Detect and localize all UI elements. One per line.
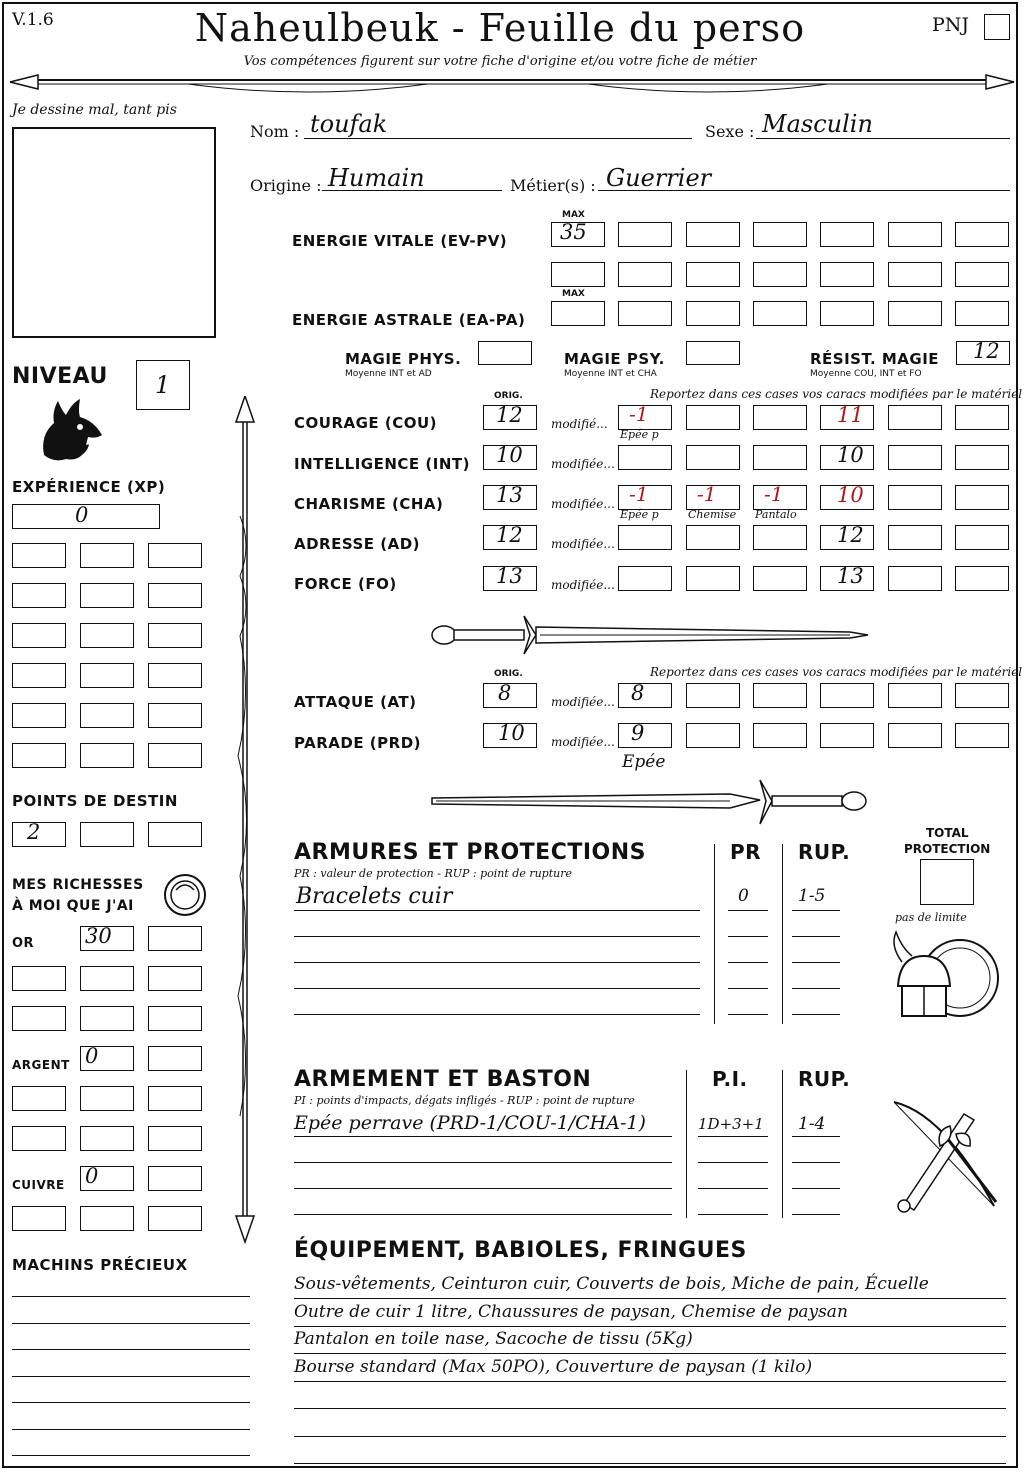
spear-divider-icon: [8, 66, 1016, 96]
portrait-box[interactable]: [12, 127, 216, 338]
sexe-value[interactable]: Masculin: [762, 110, 873, 138]
machins-line: [12, 1455, 250, 1456]
ev-box[interactable]: [686, 262, 740, 287]
wealth-box[interactable]: [12, 966, 66, 991]
xp-box[interactable]: 0: [12, 504, 160, 529]
stat-final-value: 10: [837, 443, 864, 467]
machins-line: [12, 1349, 250, 1350]
wealth-box[interactable]: [80, 966, 134, 991]
xp-label: EXPÉRIENCE (XP): [12, 478, 166, 496]
nom-line: [304, 138, 692, 139]
combat-orig-value: 10: [498, 721, 525, 745]
stat-orig-value: 13: [496, 564, 523, 588]
ev-box[interactable]: [820, 222, 874, 247]
xp-box[interactable]: [148, 543, 202, 568]
armor-pr-line: [728, 962, 768, 963]
weapons-divider-1: [686, 1070, 687, 1218]
version-label: V.1.6: [12, 10, 54, 30]
weapon-item-pi[interactable]: 1D+3+1: [698, 1115, 764, 1133]
stat-orig-value: 10: [496, 443, 523, 467]
weapons-divider-2: [782, 1070, 783, 1218]
magie-phys-sub: Moyenne INT et AD: [345, 369, 432, 379]
ev-box[interactable]: [753, 262, 807, 287]
wealth-box[interactable]: [148, 1126, 202, 1151]
portrait-caption: Je dessine mal, tant pis: [12, 102, 177, 118]
magie-phys-box[interactable]: [478, 341, 532, 365]
combat-mod-box[interactable]: [955, 683, 1009, 708]
spear-icon: [230, 396, 260, 1244]
stat-mod-box[interactable]: [955, 566, 1009, 591]
destin-label: POINTS DE DESTIN: [12, 792, 178, 810]
stats-report-note: Reportez dans ces cases vos caracs modifiées par le matériel: [650, 387, 1023, 401]
stat-modifie-label: modifiée...: [551, 537, 615, 551]
weapon-rup-line: [792, 1188, 840, 1189]
ev-box[interactable]: [955, 222, 1009, 247]
equipment-item[interactable]: Bourse standard (Max 50PO), Couverture de paysan (1 kilo): [294, 1356, 813, 1377]
stat-mod-box[interactable]: [686, 445, 740, 470]
stat-mod-note: Epée p: [620, 508, 659, 521]
stat-mod-box[interactable]: [820, 525, 874, 550]
pnj-checkbox[interactable]: [984, 14, 1010, 40]
xp-box[interactable]: [148, 663, 202, 688]
ea-label: ENERGIE ASTRALE (EA-PA): [292, 311, 526, 329]
equipment-item[interactable]: Sous-vêtements, Ceinturon cuir, Couverts de bois, Miche de pain, Écuelle: [294, 1274, 929, 1294]
total-protection-box[interactable]: [920, 859, 974, 905]
coin-icon: [162, 872, 208, 918]
metier-label: Métier(s) :: [510, 176, 596, 195]
xp-box[interactable]: [80, 543, 134, 568]
wealth-box[interactable]: [148, 1006, 202, 1031]
weapon-name-line: [294, 1214, 672, 1215]
machins-label: MACHINS PRÉCIEUX: [12, 1256, 188, 1274]
armor-item-pr[interactable]: 0: [738, 886, 749, 906]
combat-label: PARADE (PRD): [294, 734, 422, 752]
stat-mod-box[interactable]: [618, 445, 672, 470]
stat-orig-box[interactable]: [483, 485, 537, 510]
stat-orig-value: 12: [496, 523, 523, 547]
stat-mod-box[interactable]: [618, 482, 672, 510]
xp-box[interactable]: [12, 623, 66, 648]
ev-label: ENERGIE VITALE (EV-PV): [292, 232, 508, 250]
machins-line: [12, 1323, 250, 1324]
equipment-line: [294, 1298, 1006, 1299]
combat-report-note: Reportez dans ces cases vos caracs modifiées par le matériel: [650, 665, 1023, 679]
nom-label: Nom :: [250, 122, 300, 141]
armor-rup-line: [792, 910, 840, 911]
weapon-rup-line: [792, 1136, 840, 1137]
xp-box[interactable]: [148, 743, 202, 768]
argent-label: ARGENT: [12, 1058, 70, 1072]
wealth-box[interactable]: [148, 1086, 202, 1111]
ea-box[interactable]: [955, 301, 1009, 326]
pnj-label: PNJ: [932, 14, 970, 36]
armor-rup-line: [792, 936, 840, 937]
armor-name-line: [294, 1014, 700, 1015]
or-value: 30: [85, 924, 112, 948]
wealth-box[interactable]: [80, 1126, 134, 1151]
combat-mod-value: 8: [631, 681, 645, 705]
weapon-name-line: [294, 1162, 672, 1163]
wealth-box[interactable]: [148, 1166, 202, 1191]
stat-mod-box[interactable]: [955, 525, 1009, 550]
armor-name-line: [294, 936, 700, 937]
ev-box[interactable]: [753, 222, 807, 247]
stat-mod-box[interactable]: [753, 566, 807, 591]
weapons-title: ARMEMENT ET BASTON: [294, 1067, 592, 1092]
stat-orig-box[interactable]: [483, 405, 537, 430]
stat-final-value: 11: [837, 403, 864, 427]
wealth-box[interactable]: [80, 1166, 134, 1191]
armor-pr-line: [728, 936, 768, 937]
stat-modifie-label: modifiée...: [551, 497, 615, 511]
stat-mod-box[interactable]: [686, 566, 740, 591]
cuivre-label: CUIVRE: [12, 1178, 65, 1192]
wealth-box[interactable]: [148, 1206, 202, 1231]
equipment-line: [294, 1408, 1006, 1409]
combat-mod-box[interactable]: [955, 723, 1009, 748]
machins-line: [12, 1402, 250, 1403]
wealth-box[interactable]: [148, 926, 202, 951]
stat-mod-box[interactable]: [618, 402, 672, 430]
xp-box[interactable]: [80, 743, 134, 768]
equipment-line: [294, 1353, 1006, 1354]
stat-mod-box[interactable]: [888, 405, 942, 430]
armor-title: ARMURES ET PROTECTIONS: [294, 840, 646, 865]
armor-sub: PR : valeur de protection - RUP : point de rupture: [294, 867, 572, 880]
weapon-item-rup[interactable]: 1-4: [798, 1114, 826, 1134]
prd-mod-note: Epée: [622, 752, 666, 772]
ea-box[interactable]: [551, 301, 605, 326]
armor-name-line: [294, 988, 700, 989]
wealth-box[interactable]: [80, 1086, 134, 1111]
stat-label: COURAGE (COU): [294, 414, 438, 432]
stat-mod-box[interactable]: [618, 566, 672, 591]
combat-orig-value: 8: [498, 681, 512, 705]
weapons-sub: PI : points d'impacts, dégats infligés - RUP : point de rupture: [294, 1094, 635, 1107]
stat-orig-value: 13: [496, 483, 523, 507]
machins-line: [12, 1376, 250, 1377]
equipment-line: [294, 1436, 1006, 1437]
ev-box[interactable]: [686, 222, 740, 247]
niveau-label: NIVEAU: [12, 364, 108, 389]
xp-box[interactable]: [80, 663, 134, 688]
combat-modifie-label: modifiée...: [551, 735, 615, 749]
stat-mod-box[interactable]: [888, 485, 942, 510]
equipment-item[interactable]: Pantalon en toile nase, Sacoche de tissu (5Kg): [294, 1329, 693, 1349]
stat-mod-box[interactable]: [753, 525, 807, 550]
combat-mod-box[interactable]: [753, 683, 807, 708]
machins-line: [12, 1296, 250, 1297]
magie-psy-label: MAGIE PSY.: [564, 350, 665, 368]
stat-mod-box[interactable]: [820, 405, 874, 430]
wealth-box[interactable]: [80, 1206, 134, 1231]
weapon-rup-line: [792, 1214, 840, 1215]
stat-orig-value: 12: [496, 403, 523, 427]
combat-orig-box[interactable]: [483, 683, 537, 708]
ev-box[interactable]: [955, 262, 1009, 287]
sexe-line: [756, 138, 1010, 139]
xp-box[interactable]: [12, 743, 66, 768]
page-subtitle: Vos compétences figurent sur votre fiche d'origine et/ou votre fiche de métier: [243, 54, 757, 69]
equipment-line: [294, 1381, 1006, 1382]
richesses-label-2: À MOI QUE J'AI: [12, 898, 134, 914]
stat-modifie-label: modifiée...: [551, 578, 615, 592]
nom-value[interactable]: toufak: [310, 110, 388, 138]
wealth-box[interactable]: [80, 1006, 134, 1031]
weapon-pi-line: [698, 1136, 768, 1137]
stat-orig-box[interactable]: [483, 525, 537, 550]
armor-rup-label: RUP.: [798, 840, 851, 864]
combat-orig-box[interactable]: [483, 723, 537, 748]
ev-box[interactable]: [618, 262, 672, 287]
stat-orig-box[interactable]: [483, 445, 537, 470]
stat-mod-box[interactable]: [955, 485, 1009, 510]
weapon-pi-line: [698, 1188, 768, 1189]
origine-value[interactable]: Humain: [328, 164, 425, 192]
destin-box[interactable]: [12, 822, 66, 847]
weapons-pi-label: P.I.: [712, 1067, 748, 1091]
weapon-pi-line: [698, 1162, 768, 1163]
resist-magie-box[interactable]: 12: [956, 341, 1010, 365]
weapons-rup-label: RUP.: [798, 1067, 851, 1091]
wealth-box[interactable]: [80, 1046, 134, 1071]
stat-mod-box[interactable]: [888, 445, 942, 470]
metier-value[interactable]: Guerrier: [606, 164, 712, 192]
cuivre-value: 0: [85, 1164, 99, 1188]
stat-mod-box[interactable]: [820, 566, 874, 591]
ev-box[interactable]: [820, 262, 874, 287]
stat-label: ADRESSE (AD): [294, 535, 421, 553]
combat-mod-box[interactable]: [820, 683, 874, 708]
stat-label: INTELLIGENCE (INT): [294, 455, 470, 473]
weapon-rup-line: [792, 1162, 840, 1163]
ea-max-label: MAX: [562, 289, 585, 299]
magie-psy-sub: Moyenne INT et CHA: [564, 369, 657, 379]
stat-mod-value: -1: [629, 402, 649, 426]
resist-magie-sub: Moyenne COU, INT et FO: [810, 369, 922, 379]
equipment-item[interactable]: Outre de cuir 1 litre, Chaussures de paysan, Chemise de paysan: [294, 1301, 848, 1322]
stat-mod-value: -1: [629, 482, 649, 506]
xp-box[interactable]: [148, 583, 202, 608]
total-protection-label-1: TOTAL: [926, 826, 969, 840]
combat-mod-box[interactable]: [618, 723, 672, 748]
machins-line: [12, 1429, 250, 1430]
xp-box[interactable]: [12, 703, 66, 728]
xp-box[interactable]: [148, 623, 202, 648]
combat-mod-box[interactable]: [686, 683, 740, 708]
ev-box[interactable]: [551, 222, 605, 247]
magie-psy-box[interactable]: [686, 341, 740, 365]
stat-final-value: 12: [837, 523, 864, 547]
weapon-name-line: [294, 1136, 672, 1137]
sword-icon: [430, 778, 870, 828]
ev-box[interactable]: [618, 222, 672, 247]
stat-mod-box[interactable]: [888, 525, 942, 550]
xp-box[interactable]: [80, 623, 134, 648]
armor-item-rup[interactable]: 1-5: [798, 886, 826, 906]
stat-mod-box[interactable]: [686, 482, 740, 510]
wealth-box[interactable]: [148, 1046, 202, 1071]
no-limit-label: pas de limite: [895, 911, 967, 924]
stat-orig-box[interactable]: [483, 566, 537, 591]
stat-mod-box[interactable]: [888, 566, 942, 591]
armor-rup-line: [792, 1014, 840, 1015]
stat-mod-box[interactable]: [618, 525, 672, 550]
stat-mod-box[interactable]: [686, 405, 740, 430]
ea-box[interactable]: [618, 301, 672, 326]
ea-box[interactable]: [820, 301, 874, 326]
armor-rup-line: [792, 988, 840, 989]
stat-label: CHARISME (CHA): [294, 495, 444, 513]
armor-name-line: [294, 962, 700, 963]
armor-divider-1: [714, 844, 715, 1024]
stat-modifie-label: modifiée...: [551, 457, 615, 471]
ev-max-label: MAX: [562, 210, 585, 220]
stat-mod-box[interactable]: [753, 405, 807, 430]
stat-mod-box[interactable]: [686, 525, 740, 550]
ea-box[interactable]: [686, 301, 740, 326]
stat-mod-value: -1: [697, 482, 717, 506]
destin-box[interactable]: [148, 822, 202, 847]
wealth-box[interactable]: [12, 1086, 66, 1111]
weapon-pi-line: [698, 1214, 768, 1215]
stat-mod-note: Epée p: [620, 428, 659, 441]
stats-orig-label: ORIG.: [494, 391, 523, 401]
resist-magie-label: RÉSIST. MAGIE: [810, 350, 940, 368]
armor-pr-line: [728, 1014, 768, 1015]
armor-item-name[interactable]: Bracelets cuir: [296, 884, 453, 909]
stat-mod-box[interactable]: [753, 445, 807, 470]
stat-final-value: 13: [837, 564, 864, 588]
ev-box[interactable]: [551, 262, 605, 287]
combat-label: ATTAQUE (AT): [294, 693, 417, 711]
or-label: OR: [12, 936, 35, 951]
stat-mod-box[interactable]: [955, 405, 1009, 430]
niveau-box[interactable]: 1: [136, 360, 190, 410]
wealth-box[interactable]: [12, 1006, 66, 1031]
destin-box[interactable]: [80, 822, 134, 847]
destin-value: 2: [27, 820, 41, 844]
wealth-box[interactable]: [148, 966, 202, 991]
combat-mod-box[interactable]: [888, 683, 942, 708]
sword-icon: [430, 612, 870, 658]
armor-rup-line: [792, 962, 840, 963]
stat-final-value: 10: [837, 483, 864, 507]
equipment-line: [294, 1326, 1006, 1327]
ev-box[interactable]: [888, 222, 942, 247]
stat-modifie-label: modifié...: [551, 417, 608, 431]
total-protection-label-2: PROTECTION: [904, 842, 991, 856]
xp-box[interactable]: [12, 543, 66, 568]
stat-label: FORCE (FO): [294, 575, 397, 593]
combat-modifie-label: modifiée...: [551, 695, 615, 709]
ev-max-value: 35: [560, 220, 587, 244]
armor-pr-line: [728, 988, 768, 989]
wealth-box[interactable]: [80, 926, 134, 951]
stat-mod-note: Chemise: [688, 508, 737, 521]
argent-value: 0: [85, 1044, 99, 1068]
armor-name-line: [294, 910, 700, 911]
combat-mod-box[interactable]: [753, 723, 807, 748]
ea-box[interactable]: [888, 301, 942, 326]
combat-mod-box[interactable]: [888, 723, 942, 748]
crossed-weapons-icon: [884, 1094, 1008, 1218]
armor-pr-label: PR: [730, 840, 762, 864]
ev-box[interactable]: [888, 262, 942, 287]
ea-box[interactable]: [753, 301, 807, 326]
viking-helmet-shield-icon: [888, 926, 1000, 1030]
combat-orig-label: ORIG.: [494, 669, 523, 679]
combat-mod-box[interactable]: [686, 723, 740, 748]
origine-label: Origine :: [250, 176, 322, 195]
equipment-line: [294, 1463, 1006, 1464]
stat-mod-box[interactable]: [820, 445, 874, 470]
stat-mod-box[interactable]: [753, 482, 807, 510]
equipment-title: ÉQUIPEMENT, BABIOLES, FRINGUES: [294, 1238, 747, 1263]
wealth-box[interactable]: [12, 1206, 66, 1231]
combat-mod-box[interactable]: [618, 683, 672, 708]
xp-box[interactable]: [148, 703, 202, 728]
weapon-name-line: [294, 1188, 672, 1189]
xp-box[interactable]: [80, 583, 134, 608]
richesses-label-1: MES RICHESSES: [12, 877, 144, 893]
combat-mod-value: 9: [631, 721, 645, 745]
xp-box[interactable]: [12, 583, 66, 608]
magie-phys-label: MAGIE PHYS.: [345, 350, 462, 368]
xp-box[interactable]: [80, 703, 134, 728]
stat-mod-box[interactable]: [955, 445, 1009, 470]
sexe-label: Sexe :: [705, 122, 755, 141]
armor-pr-line: [728, 910, 768, 911]
xp-box[interactable]: [12, 663, 66, 688]
stat-mod-box[interactable]: [820, 485, 874, 510]
wealth-box[interactable]: [12, 1126, 66, 1151]
stat-mod-value: -1: [764, 482, 784, 506]
dragon-head-icon: [36, 395, 108, 465]
page-title: Naheulbeuk - Feuille du perso: [194, 6, 806, 50]
stat-mod-note: Pantalo: [755, 508, 797, 521]
armor-divider-2: [782, 844, 783, 1024]
combat-mod-box[interactable]: [820, 723, 874, 748]
weapon-item-name[interactable]: Epée perrave (PRD-1/COU-1/CHA-1): [294, 1112, 646, 1134]
